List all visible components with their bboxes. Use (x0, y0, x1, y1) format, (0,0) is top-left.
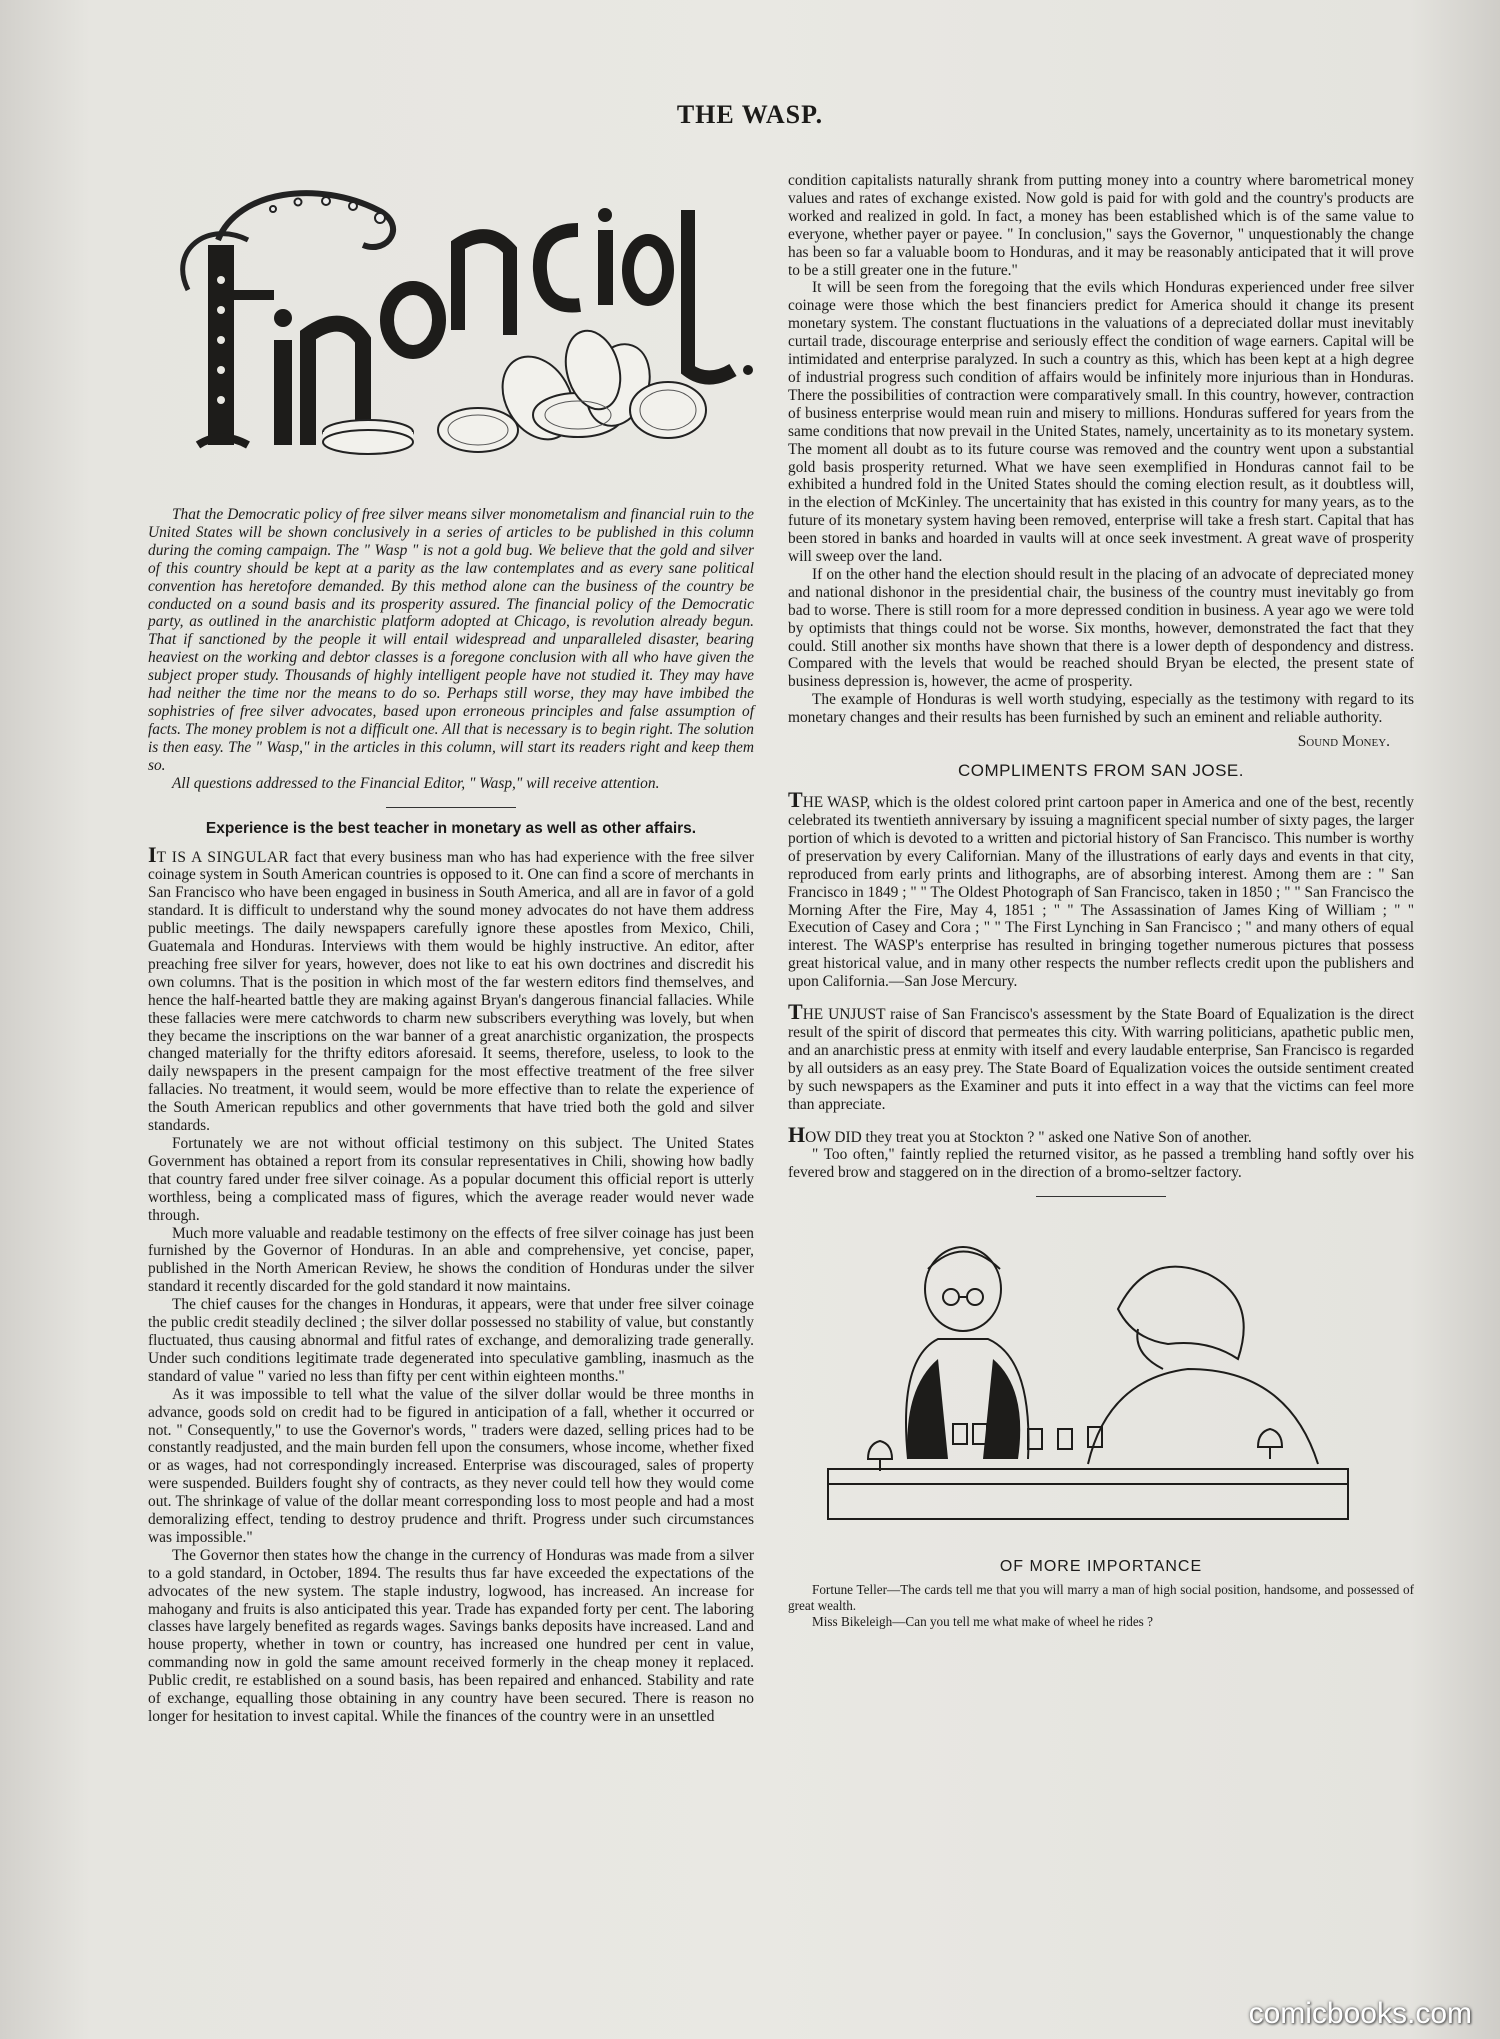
article-paragraph: If on the other hand the election should result in the placing of an advocate of depreciated money and national dishonor in the presidential chair, the business of the country must inevitably go from bad to worse. There is still room for a more depressed condition in business. A year ago we were told by optimists that things could not be worse. Six months, however, demonstrated the fact that they could. Still another six months have shown that there is a lower depth of despondency and distress. Compared with the levels that would be reached should Bryan be elected, the present state of business depression is, however, the acme of prosperity. (788, 565, 1414, 691)
left-column (148, 170, 754, 1726)
drop-cap: T (788, 787, 803, 813)
divider (386, 807, 516, 808)
site-watermark: comicbooks.com (1248, 1997, 1472, 2030)
lead-paragraph (148, 841, 755, 1136)
cartoon-caption (788, 1582, 1414, 1630)
financial-lettering-illustration (148, 170, 754, 480)
article-paragraph: The example of Honduras is well worth studying, especially as the testimony with regard to its monetary changes and their results has been furnished by such an eminent and reliable authority. (788, 691, 1414, 727)
article-paragraph: condition capitalists naturally shrank from putting money into a country where barometrical money values and rates of exchange existed. Now gold is paid for with gold and the country's products are worked and realized in gold. In fact, a money has been established which is of the same value to everyone, whether payer or payee. " In conclusion," says the Governor, " unquestionably the change has been so far a valuable boom to Honduras, and it may be reasonably anticipated that it will prove to be a still greater one in the future." (788, 172, 1414, 279)
article-paragraph: The Governor then states how the change in the currency of Honduras was made from a silver to a gold standard, in October, 1894. The results thus far have exceeded the expectations of the advocates of the new system. The staple industry, logwood, has increased. An increase for mahogany and fruits is also anticipated this year. Trade has expanded forty per cent. The laboring classes have largely benefited as regards wages. Savings banks deposits have increased. Land and house property, whether in town or country, has increased one hundred per cent in value, commanding now in gold the same amount received formerly in the cheap money it replaced. Public credit, re established on a sound basis, has been repaired and enhanced. Stability and rate of exchange, equalling those obtaining in any country have been secured. There is reason no longer for hesitation to invest capital. While the finances of the country were in an unsettled (148, 1546, 754, 1725)
unjust-paragraph (788, 999, 1414, 1113)
caption-line: Miss Bikeleigh—Can you tell me what make of wheel he rides ? (812, 1614, 1153, 1630)
article-paragraph: Fortunately we are not without official testimony on this subject. The United States Government has obtained a report from its consular representatives in Chili, showing how badly that country fared under free silver coinage. As a popular document this official report is utterly worthless, being a complicated mass of figures, which the average reader would never wade through. (148, 1135, 754, 1224)
right-column (788, 172, 1414, 1630)
divider (1036, 1196, 1166, 1197)
cartoon-title: OF MORE IMPORTANCE (999, 1558, 1203, 1576)
unjust-text: HE UNJUST raise of San Francisco's assessment by the State Board of Equalization is the direct result of the spirit of discord that permeates this city. With warring politicians, apathetic public men, and an anarchistic press at enmity with itself and every laudable enterprise, San Francisco is regarded by all outsiders as an easy prey. The State Board of Equalization voices the outside sentiment created by such newspapers as the Examiner and puts it into effect in a way that the victims can feel more than appreciate. (788, 1006, 1414, 1113)
article-paragraph: Much more valuable and readable testimony on the effects of free silver coinage has just been furnished by the Governor of Honduras. In an able and comprehensive, yet concise, paper, published in the North American Review, he shows the condition of Honduras under the silver standard it recently discarded for the gold standard it now maintains. (148, 1224, 754, 1296)
intro-notice (148, 506, 754, 793)
article-heading: Experience is the best teacher in monetary as well as other affairs. (205, 819, 697, 837)
drop-cap: T (788, 999, 803, 1025)
compliments-heading: COMPLIMENTS FROM SAN JOSE. (958, 761, 1244, 781)
article-paragraph: The chief causes for the changes in Honduras, it appears, were that under free silver coinage the public credit steadily declined ; the silver dollar possessed no stability of value, but constantly fluctuated, thus causing abnormal and fitful rates of exchange, and demoralizing trade generally. Under such conditions legitimate trade degenerated into speculative gambling, inasmuch as the standard of value " varied no less than fifty per cent within eighteen months." (148, 1296, 754, 1385)
stockton-text: OW DID they treat you at Stockton ? " asked one Native Son of another. (805, 1128, 1252, 1146)
lead-text: fact that every business man who has had experience with the free silver coinage system in South American countries is opposed to it. One can find a score of merchants in San Francisco who have been engaged in business in South America, and all are in favor of a gold standard. It is difficult to understand why the sound money advocates do not have them address public meetings. The daily newspapers carefully ignore these apostles from Mexico, Chili, Guatemala and Honduras. Interviews with them would be highly instructive. An editor, after preaching free silver for years, however, does not like to eat his own doctrines and discredit his own columns. That is the position in which most of the far western editors find themselves, and hence the half-hearted battle they are making against Bryan's dangerous financial fallacies. While these fallacies were mere catchwords to charm new subscribers everything was lovely, but when they became the inscriptions on the war banner of a great anarchistic organization, the prospects changed materially for the thrifty editors aforesaid. It seems, therefore, useless, to look to the daily newspapers in the present campaign for the most effective treatment of the free silver fallacies. No treatment, it would seem, would be more effective than to relate the experience of the South American republics and other governments that have tried both the gold and silver standards. (148, 848, 755, 1135)
caption-line: Fortune Teller—The cards tell me that you will marry a man of high social position, handsome, and possessed of great wealth. (788, 1582, 1414, 1614)
article-paragraph: As it was impossible to tell what the value of the silver dollar would be three months in advance, goods sold on credit had to be figured in anticipation of a fall, whether it occurred or not. " Consequently," to use the Governor's words, " traders were dazed, selling prices had to be constantly readjusted, and the main burden fell upon the consumers, whose income, whether fixed or as wages, had not correspondingly increased. Enterprise was discouraged, sales of property were suspended. Builders fought shy of contracts, as they never could tell how they would come out. The shrinkage of value of the dollar meant corresponding loss to most people and had a most demoralizing effect, tending to destroy prudence and thrift. Progress under such circumstances was impossible." (148, 1385, 754, 1546)
masthead-title: THE WASP. (676, 100, 824, 129)
stockton-reply: " Too often," faintly replied the returned visitor, as he passed a trembling hand softly over his fevered brow and staggered on in the direction of a bromo-seltzer factory. (788, 1146, 1414, 1182)
article-signature: Sound Money. (1297, 733, 1390, 751)
financial-banner (148, 170, 754, 480)
drop-cap: I (148, 841, 157, 867)
intro-paragraph: That the Democratic policy of free silver means silver monometalism and financial ruin to the United States will be shown conclusively in a series of articles to be published in this column during the coming campaign. The " Wasp " is not a gold bug. We believe that the gold and silver of this country should be kept at a parity as the law contemplates and as every sane political convention has heretofore demanded. By this method alone can the business of the country be conducted on a sound basis and its prosperity assured. The financial policy of the Democratic party, as outlined in the anarchistic platform adopted at Chicago, is revolution already begun. That if sanctioned by the people it will entail widespread and unparalleled disaster, bearing heaviest on the working and debtor classes is a foregone conclusion with all who have given the subject proper study. Thousands of highly intelligent people have not studied it. They may have had neither the time nor the means to do so. Perhaps still worse, they may have imbibed the sophistries of free silver advocates, based upon erroneous principles and false assumption of facts. The money problem is not a difficult one. All that is necessary is to begin right. The solution is then easy. The " Wasp," in the articles in this column, will start its readers right and keep them so. (148, 506, 754, 774)
lead-caps: T IS A SINGULAR (156, 848, 290, 866)
compliments-text: HE WASP, which is the oldest colored print cartoon paper in America and one of the best, recently celebrated its twentieth anniversary by issuing a magnificent special number of sixty pages, the larger portion of which is devoted to a written and pictorial history of San Francisco. This number is worthy of preservation by every Californian. Many of the illustrations of early days and events in that city, reproduced from early prints and lithographs, are of absorbing interest. Among them are : " San Francisco in 1849 ; " " The Oldest Photograph of San Francisco, taken in 1850 ; " " San Francisco the Morning After the Fire, May 4, 1851 ; " " The Assassination of James King of William ; " " Execution of Casey and Cora ; " " The First Lynching in San Francisco ; " and many others of equal interest. The WASP's enterprise has resulted in bringing together numerous pictures that possess great historical value, and in many other respects the number reflects credit upon the publishers and upon California.—San Jose Mercury. (788, 794, 1414, 991)
article-paragraph: It will be seen from the foregoing that the evils which Honduras experienced under free silver coinage were those which the best financiers predict for America should it change its present monetary system. The constant fluctuations in the valuations of a depreciated dollar must inevitably curtail trade, discourage enterprise and seriously effect the condition of wage earners. Capital will be intimidated and enterprise paralyzed. In such a country as this, which has been kept at a high degree of industrial progress such condition of affairs would be infinitely more injurious than in Honduras. There the possibilities of contraction were comparatively small. In this country, however, contraction of business enterprise would mean ruin and misery to millions. Honduras suffered for years from the same conditions that now prevail in the United States, namely, uncertainity as to its monetary system. The moment all doubt as to its future course was removed and the country went upon a substantial gold basis prosperity returned. What we have seen exemplified in Honduras cannot fail to be exhibited a hundred fold in the United States should the coming election result, as it doubtless will, in the election of McKinley. The uncertainity that has existed in this country for many years, as to the future of its monetary system having been removed, enterprise will take a fresh start. Capital that has been stored in banks and hoarded in vaults will at once seek investment. A great wave of prosperity will sweep over the land. (788, 279, 1414, 566)
compliments-paragraph (788, 787, 1414, 991)
fortune-teller-illustration (788, 1219, 1388, 1539)
intro-paragraph: All questions addressed to the Financial Editor, " Wasp," will receive attention. (172, 774, 660, 792)
stockton-paragraph (788, 1121, 1414, 1147)
drop-cap: H (788, 1121, 806, 1147)
